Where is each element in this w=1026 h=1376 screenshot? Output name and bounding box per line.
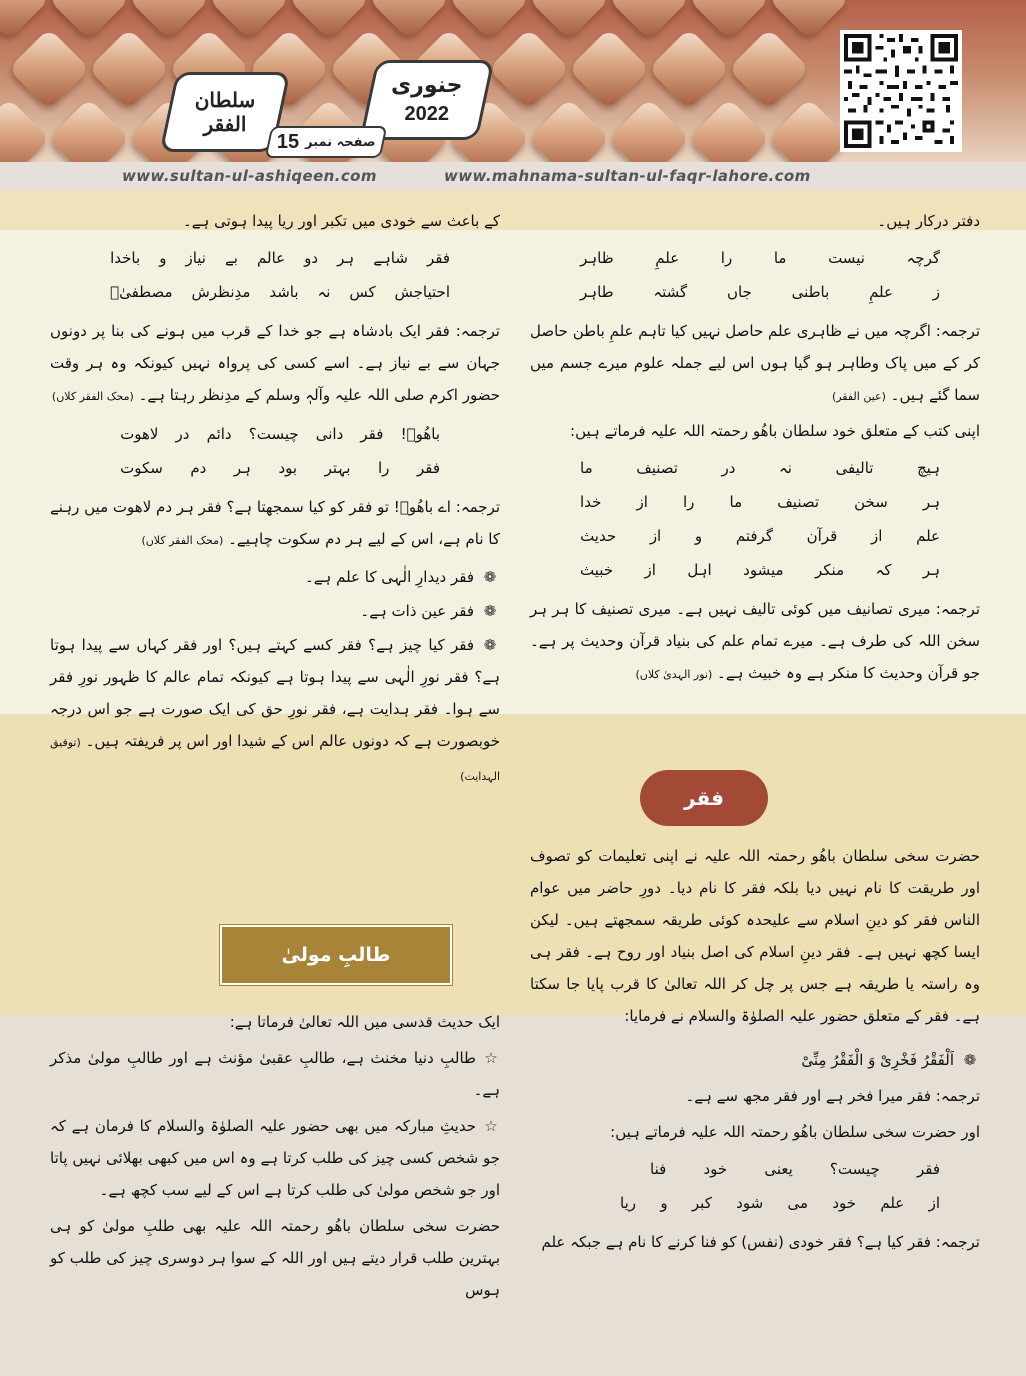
right-verse-1 [530, 241, 980, 309]
page-label: صفحہ نمبر [304, 134, 376, 150]
flower-bullet-icon: ❁ [483, 602, 497, 620]
verse-line: فقر را بہتر بود ہر دم سکوت [120, 459, 440, 477]
page-number: 15 [276, 130, 299, 153]
verse-line: باھُوؒ! فقر دانی چیست؟ دائم در لاھوت [120, 425, 440, 443]
left-column [50, 205, 500, 795]
flower-bullet-icon: ❁ [483, 568, 497, 586]
page-number-badge [265, 126, 388, 158]
verse-line: فقر شاہے ہر دو عالم بے نیاز و باخدا [110, 249, 450, 267]
verse-line: علم از قرآن گرفتم و از حدیث [580, 527, 940, 545]
reference: (توفیق الہدایت) [50, 736, 500, 783]
header-banner [0, 0, 1026, 162]
hadith-line: ❁اَلْفَقْرُ فَخْرِیْ وَ الْفَقْرُ مِنِّیْ [530, 1044, 980, 1076]
right-top-line: دفتر درکار ہیں۔ [877, 212, 980, 230]
left-top-line: کے باعث سے خودی میں تکبر اور ریا پیدا ہوتی ہے۔ [182, 212, 500, 230]
right-verse-2 [530, 451, 980, 587]
right-verse-3 [530, 1152, 980, 1220]
reference: (نور الہدیٰ کلاں) [635, 668, 713, 681]
right-intro-3: اور حضرت سخی سلطان باھُو رحمتہ اللہ علیہ فرماتے ہیں: [610, 1123, 980, 1141]
star-item: ☆طالبِ دنیا مخنث ہے، طالبِ عقبیٰ مؤنث ہے اور طالبِ مولیٰ مذکر ہے۔ [50, 1042, 500, 1106]
bullet-item: ❁فقر کیا چیز ہے؟ فقر کسے کہتے ہیں؟ اور فقر کہاں سے پیدا ہوتا ہے؟ فقر نورِ الٰہی سے پیدا ہوتا ہے کیونکہ تمام عالم کا ظہور نورِ فقر سے ہوا۔ فقر ہدایت ہے، فقر نورِ حق کی ایک صورت ہے جو اس درجہ خوبصورت ہے کہ دونوں عالم اس کے شیدا اور اس پر فریفتہ ہیں۔ (توفیق الہدایت) [50, 629, 500, 793]
bullet-item: ❁فقر عین ذات ہے۔ [50, 595, 500, 627]
issue-year: 2022 [404, 103, 450, 125]
right-translation-1: ترجمہ: اگرچہ میں نے ظاہری علم حاصل نہیں کیا تاہم علمِ باطن حاصل کر کے میں پاک وطاہر ہو گیا ہوں اس لیے جملہ علوم میرے جسم میں سما گئے ہیں۔ (عین الفقر) [530, 322, 980, 404]
reference: (محک الفقر کلاں) [51, 390, 134, 403]
right-translation-3: ترجمہ: فقر کیا ہے؟ فقر خودی (نفس) کو فنا کرنے کا نام ہے جبکہ علم [541, 1233, 980, 1251]
flower-bullet-icon: ❁ [963, 1051, 977, 1069]
right-intro-2: اپنی کتب کے متعلق خود سلطان باھُو رحمتہ اللہ علیہ فرماتے ہیں: [570, 422, 980, 440]
section-heading-faqr: فقر [640, 770, 768, 826]
qr-code[interactable] [840, 30, 962, 152]
left-verse-2 [50, 417, 500, 485]
right-column-lower [530, 840, 980, 1270]
verse-line: فقر چیست؟ یعنی خود فنا [650, 1160, 940, 1178]
flower-bullet-icon: ❁ [483, 636, 497, 654]
reference: (عین الفقر) [831, 390, 886, 403]
logo-text: سلطان الفقر [194, 88, 256, 136]
url-left[interactable]: www.sultan-ul-ashiqeen.com [122, 167, 377, 185]
verse-line: ہر سخن تصنیف ما را از خدا [580, 493, 940, 511]
verse-line: احتیاجش کس نہ باشد مدِنظرش مصطفیٰؐ [110, 283, 450, 301]
verse-line: گرچہ نیست ما را علمِ ظاہر [580, 249, 940, 267]
hadith-translation: ترجمہ: فقر میرا فخر ہے اور فقر مجھ سے ہے۔ [685, 1087, 980, 1105]
reference: (محک الفقر کلاں) [141, 534, 224, 547]
talib-intro: ایک حدیث قدسی میں اللہ تعالیٰ فرماتا ہے: [229, 1013, 500, 1031]
left-verse-1 [50, 241, 500, 309]
issue-month: جنوری [391, 73, 463, 98]
section-heading-talib: طالبِ مولیٰ [220, 925, 452, 985]
bullet-item: ❁فقر دیدارِ الٰہی کا علم ہے۔ [50, 561, 500, 593]
verse-line: ہر کہ منکر میشود اہل از خبیث [580, 561, 940, 579]
left-translation-2: ترجمہ: اے باھُوؒ! تو فقر کو کیا سمجھتا ہے؟ فقر ہر دم لاھوت میں رہنے کا نام ہے، اس کے لیے ہر دم سکوت چاہیے۔ (محک الفقر کلاں) [50, 498, 500, 548]
left-column-lower [50, 1006, 500, 1318]
right-translation-2: ترجمہ: میری تصانیف میں کوئی تالیف نہیں ہے۔ میری تصنیف کا ہر ہر سخن اللہ کی طرف ہے۔ میرے تمام علم کی بنیاد قرآن وحدیث پر ہے۔ جو قرآن وحدیث کا منکر ہے وہ خبیث ہے۔ (نور الہدیٰ کلاں) [530, 600, 980, 682]
verse-line: از علم خود می شود کبر و ریا [620, 1194, 940, 1212]
verse-line: ز علمِ باطنی جاں گشتہ طاہر [580, 283, 940, 301]
url-bar [0, 162, 1026, 190]
right-column [530, 205, 980, 703]
para-faqr: حضرت سخی سلطان باھُو رحمتہ اللہ علیہ نے اپنی تعلیمات کو تصوف اور طریقت کا نام نہیں دیا بلکہ فقر کا نام دیا۔ دورِ حاضر میں عوام الناس فقر کو دینِ اسلام سے علیحدہ کوئی طریقہ سمجھتے ہیں۔ لیکن ایسا کچھ نہیں ہے۔ فقر دینِ اسلام کی اصل بنیاد اور روح ہے۔ فقر ہی وہ راستہ یا طریقہ ہے جس پر چل کر اللہ تعالیٰ کا قرب پایا جا سکتا ہے۔ فقر کے متعلق حضور علیہ الصلوٰۃ والسلام نے فرمایا: [530, 847, 980, 1025]
star-item: ☆حدیثِ مبارکہ میں بھی حضور علیہ الصلوٰۃ والسلام کا فرمان ہے کہ جو شخص کسی چیز کی طلب کرتا ہے وہ اس میں کبھی بھلائی نہیں پاتا اور جو شخص مولیٰ کی طلب کرتا ہے اس کے لیے سب کچھ ہے۔ [50, 1110, 500, 1206]
left-translation-1: ترجمہ: فقر ایک بادشاہ ہے جو خدا کے قرب میں ہونے کی بنا پر دونوں جہان سے بے نیاز ہے۔ اسے کسی کی پرواہ نہیں کیونکہ وہ ہر وقت حضور اکرم صلی اللہ علیہ وآلہٖ وسلم کے مدِنظر رہتا ہے۔ (محک الفقر کلاں) [50, 322, 500, 404]
verse-line: ہیچ تالیفی نہ در تصنیف ما [580, 459, 940, 477]
star-bullet-icon: ☆ [484, 1049, 498, 1067]
url-right[interactable]: www.mahnama-sultan-ul-faqr-lahore.com [444, 167, 811, 185]
para-last: حضرت سخی سلطان باھُو رحمتہ اللہ علیہ بھی طلبِ مولیٰ کو ہی بہترین طلب قرار دیتے ہیں اور اللہ کے سوا ہر دوسری چیز کی طلب کو ہوس [50, 1217, 500, 1299]
star-bullet-icon: ☆ [484, 1117, 498, 1135]
